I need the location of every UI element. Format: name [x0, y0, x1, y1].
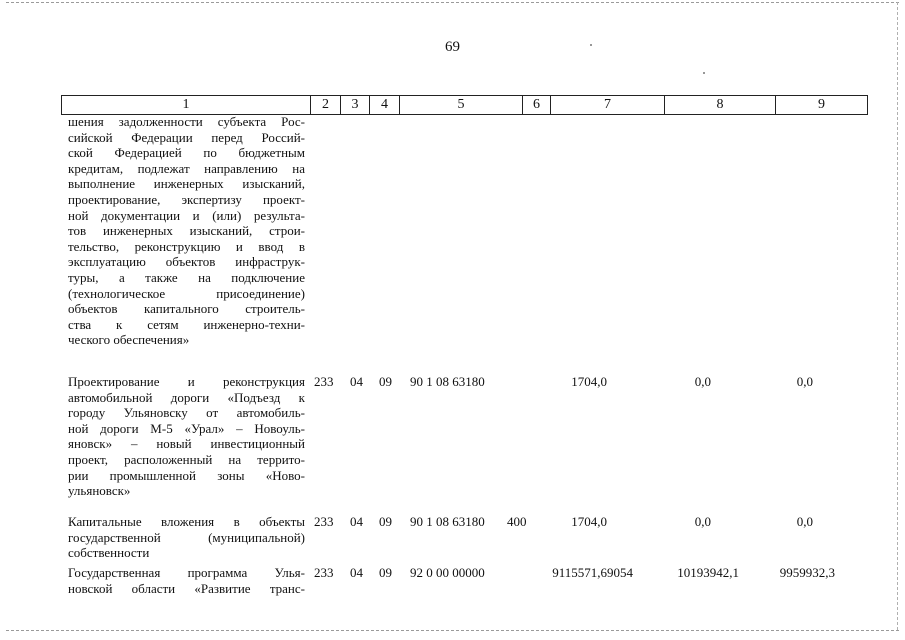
text-line: автомобильной дороги «Подъезд к	[68, 389, 305, 405]
scan-edge-top	[6, 2, 899, 3]
scan-speck	[703, 72, 705, 74]
text-line: проект, расположенный на террито-	[68, 451, 305, 467]
cell-amount-col7: 9115571,69054	[552, 565, 633, 580]
text-line: выполнение инженерных изысканий,	[68, 176, 305, 192]
text-line: объектов капитального строитель-	[68, 301, 305, 317]
text-line: Проектирование и реконструкция	[68, 374, 305, 389]
text-line: городу Ульяновску от автомобиль-	[68, 405, 305, 421]
continuation-text	[68, 114, 305, 348]
cell-amount-col8: 0,0	[694, 514, 711, 529]
header-col-1: 1	[61, 96, 310, 114]
header-col-5: 5	[399, 96, 522, 114]
cell-target-article: 90 1 08 63180	[410, 514, 485, 529]
cell-ministry-code: 233	[314, 374, 334, 389]
cell-amount-col9: 0,0	[796, 374, 813, 389]
cell-section: 04	[350, 514, 363, 529]
cell-amount-col7: 1704,0	[571, 514, 607, 529]
cell-subsection: 09	[379, 374, 392, 389]
cell-amount-col8: 0,0	[694, 374, 711, 389]
cell-target-article: 90 1 08 63180	[410, 374, 485, 389]
cell-section: 04	[350, 565, 363, 580]
cell-ministry-code: 233	[314, 565, 334, 580]
cell-subsection: 09	[379, 514, 392, 529]
page-number: 69	[445, 39, 460, 55]
text-line: ульяновск»	[68, 483, 131, 499]
text-line: ства к сетям инженерно-техни-	[68, 316, 305, 332]
text-line: ческого обеспечения»	[68, 332, 190, 348]
text-line: Капитальные вложения в объекты	[68, 514, 305, 529]
text-line: ской Федерацией по бюджетным	[68, 145, 305, 161]
cell-ministry-code: 233	[314, 514, 334, 529]
text-line: кредитам, подлежат направлению на	[68, 160, 305, 176]
cell-target-article: 92 0 00 00000	[410, 565, 485, 580]
text-line: новской области «Развитие транс-	[68, 580, 305, 596]
text-line: тельство, реконструкцию и ввод в	[68, 238, 305, 254]
text-line: собственности	[68, 545, 150, 561]
cell-amount-col9: 0,0	[796, 514, 813, 529]
header-col-9: 9	[775, 96, 868, 114]
text-line: ной дороги М-5 «Урал» – Новоуль-	[68, 420, 305, 436]
table-row-text	[68, 565, 305, 596]
header-col-3: 3	[340, 96, 369, 114]
table-row-text	[68, 514, 305, 561]
scan-edge-bottom	[6, 630, 899, 631]
scan-edge-right	[897, 2, 898, 630]
text-line: ной документации и (или) результа-	[68, 207, 305, 223]
text-line: яновск» – новый инвестиционный	[68, 436, 305, 452]
header-col-7: 7	[550, 96, 664, 114]
cell-subsection: 09	[379, 565, 392, 580]
header-col-2: 2	[310, 96, 340, 114]
text-line: государственной (муниципальной)	[68, 529, 305, 545]
header-col-4: 4	[369, 96, 399, 114]
text-line: сийской Федерации перед Россий-	[68, 129, 305, 145]
table-header-row	[61, 95, 868, 115]
cell-amount-col8: 10193942,1	[677, 565, 739, 580]
header-col-6: 6	[522, 96, 550, 114]
table-row-text	[68, 374, 305, 499]
cell-section: 04	[350, 374, 363, 389]
text-line: Государственная программа Улья-	[68, 565, 305, 580]
text-line: туры, а также на подключение	[68, 269, 305, 285]
text-line: рии промышленной зоны «Ново-	[68, 467, 305, 483]
text-line: (технологическое присоединение)	[68, 285, 305, 301]
text-line: шения задолженности субъекта Рос-	[68, 114, 305, 129]
cell-expense-type: 400	[507, 514, 527, 529]
text-line: проектирование, экспертизу проект-	[68, 191, 305, 207]
cell-amount-col7: 1704,0	[571, 374, 607, 389]
text-line: эксплуатацию объектов инфраструк-	[68, 254, 305, 270]
header-col-8: 8	[664, 96, 775, 114]
text-line: тов инженерных изысканий, строи-	[68, 223, 305, 239]
cell-amount-col9: 9959932,3	[779, 565, 835, 580]
